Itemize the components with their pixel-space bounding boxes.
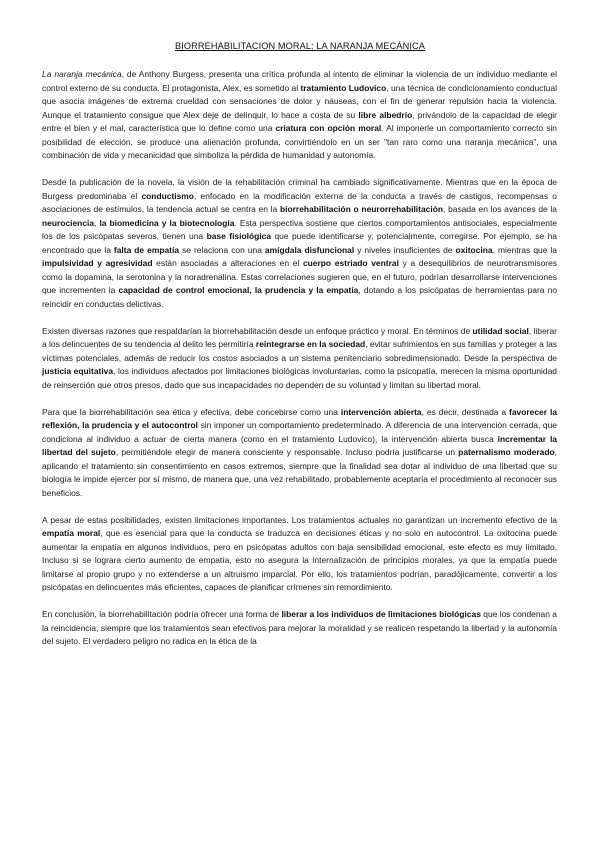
bold-term: conductismo bbox=[141, 190, 194, 201]
text-run: , dotando a los psicópatas de herramientas para no reincidir en conductas delictivas. bbox=[42, 285, 558, 309]
bold-term: neurociencia bbox=[42, 217, 95, 228]
text-run: , que es esencial para que la conducta se traduzca en decisiones éticas y no solo en autocontrol. La oxitocina puede aumentar la empatía en algunos individuos, pero en psicópatas adultos con baja sensibilidad emocional, este efecto es muy limitado. Incluso si se lograra cierto aumento de empatía, esto no asegura la internalización de principios morales, ya que la empatía puede limitarse al propio grupo y no extenderse a un altruismo imparcial. Por ello, los tratamientos podrían, paradójicamente, convertir a los psicópatas en delincuentes más eficientes, capaces de planificar crímenes sin remordimiento. bbox=[42, 528, 557, 592]
paragraph-4 bbox=[42, 406, 557, 501]
bold-term: biorrehabilitación o neurorrehabilitación bbox=[280, 204, 443, 214]
text-run: se relaciona con una bbox=[179, 244, 265, 255]
text-run: que puede identificarse y, potencialmente, corregirse. Por ejemplo, se ha encontrado que la bbox=[42, 231, 557, 255]
text-run: A pesar de estas posibilidades, existen limitaciones importantes. Los tratamientos actuales no garantizan un incremento efectivo de la bbox=[42, 514, 557, 525]
paragraph-1 bbox=[42, 68, 557, 163]
text-run: que los condenan a la reincidencia, siempre que los tratamientos sean efectivos para mejorar la moralidad y se realicen respetando la libertad y la autonomía del sujeto. El verdadero peligro no radica en la ética de la bbox=[42, 609, 557, 646]
bold-term: intervención abierta bbox=[340, 406, 422, 417]
text-run: , enfocado en la modificación externa de la conducta a través de castigos, recompensas o asociaciones de estímulos, la tendencia actual se centra en la bbox=[42, 190, 557, 214]
text-run: En conclusión, la biorrehabilitación podría ofrecer una forma de bbox=[42, 609, 282, 619]
bold-term: empatía moral bbox=[42, 528, 101, 538]
bold-term: oxitocina bbox=[455, 244, 493, 255]
bold-term: incrementar la libertad del sujeto bbox=[42, 433, 557, 457]
bold-term: favorecer la reflexión, la prudencia y el autocontrol bbox=[42, 406, 557, 430]
bold-term: utilidad social bbox=[472, 325, 529, 336]
text-run: Existen diversas razones que respaldarían la biorrehabilitación desde un enfoque práctico y moral. En términos de bbox=[42, 325, 473, 336]
text-run: , privándolo de la capacidad de elegir entre el bien y el mal, característica que lo define como una bbox=[42, 109, 557, 133]
text-run: . Esta perspectiva sostiene que ciertos comportamientos antisociales, especialmente los de los psicópatas severos, tienen una bbox=[42, 217, 557, 241]
document-body bbox=[42, 68, 557, 662]
bold-term: la biomedicina y la biotecnología bbox=[99, 217, 235, 228]
text-run: , una técnica de condicionamiento conductual que asocia imágenes de extrema crueldad con sensaciones de dolor y náuseas, con el fin de generar repulsión hacia la violencia. Aunque el tratamiento consigue que Alex deje de delinquir, lo hace a costa de su bbox=[42, 82, 557, 120]
bold-term: falta de empatía bbox=[113, 244, 180, 255]
bold-term: libre albedrío bbox=[358, 109, 413, 120]
paragraph-6 bbox=[42, 608, 557, 649]
text-run: , es decir, destinada a bbox=[421, 406, 510, 417]
text-run: y a desequilibrios de neurotransmisores como la dopamina, la serotonina y la noradrenalina. Estas correlaciones sugieren que, en el futuro, podrían desarrollarse intervenciones que incrementen la bbox=[42, 258, 558, 295]
text-run: , permitiéndole elegir de manera consciente y responsable. Incluso podría justificarse un bbox=[115, 447, 459, 457]
bold-term: capacidad de control emocional, la prudencia y la empatía bbox=[118, 285, 359, 295]
paragraph-3 bbox=[42, 325, 557, 393]
bold-term: impulsividad y agresividad bbox=[42, 258, 153, 268]
text-run: Para que la biorrehabilitación sea ética y efectiva, debe concebirse como una bbox=[42, 406, 341, 417]
text-run: , bbox=[94, 217, 100, 228]
bold-term: tratamiento Ludovico bbox=[300, 82, 387, 93]
document-title: BIORREHABILITACION MORAL: LA NARANJA MECÁNICA bbox=[175, 41, 425, 51]
text-run: Desde la publicación de la novela, la visión de la rehabilitación criminal ha cambiado significativamente. Mientras que en la época de Burgess predominaba el bbox=[42, 177, 557, 201]
text-run: , de Anthony Burgess, presenta una crítica profunda al intento de eliminar la violencia de un individuo mediante el control externo de su conducta. El protagonista, Alex, es sometido al bbox=[42, 69, 557, 93]
text-run: , basada en los avances de la bbox=[443, 204, 558, 214]
text-run: , liberar a los delincuentes de su tendencia al delito les permitiría bbox=[42, 325, 557, 349]
text-run: , aplicando el tratamiento sin consentimiento en casos extremos, siempre que la finalidad sea dotar al individuo de una libertad que su biología le impide ejercer por sí mismo, de manera que, una vez rehabilitado, probablemente aceptaría el procedimiento al reconocer sus beneficios. bbox=[42, 447, 557, 498]
text-run: están asociadas a alteraciones en el bbox=[152, 258, 303, 268]
paragraph-2 bbox=[42, 176, 557, 311]
bold-term: reintegrarse en la sociedad bbox=[255, 339, 366, 349]
bold-term: cuerpo estriado ventral bbox=[302, 258, 399, 268]
text-run: y niveles insuficientes de bbox=[354, 244, 456, 255]
bold-term: justicia equitativa bbox=[42, 366, 114, 376]
text-run: . Al imponerle un comportamiento correcto sin posibilidad de elección, se produce una alienación profunda, convirtiéndolo en un ser "tan raro como una naranja mecánica", una combinación de vida y mecanicidad que simboliza la pérdida de humanidad y autonomía. bbox=[42, 123, 557, 160]
paragraph-5 bbox=[42, 514, 557, 595]
bold-term: paternalismo moderado bbox=[458, 447, 555, 457]
text-run: , mientras que la bbox=[492, 244, 557, 255]
bold-term: amígdala disfuncional bbox=[264, 244, 355, 255]
italic-title: La naranja mecánica bbox=[42, 69, 122, 79]
text-run: , los individuos afectados por limitaciones biológicas involuntarias, como la psicopatía, merecen la misma oportunidad de reinserción que otros presos, dado que sus incapacidades no dependen de su voluntad y limitan su libertad moral. bbox=[42, 366, 557, 390]
text-run: , evitar sufrimientos en sus familias y proteger a las víctimas potenciales, además de reducir los costos asociados a un sistema penitenciario sobredimensionado. Desde la perspectiva de bbox=[42, 339, 558, 363]
bold-term: criatura con opción moral bbox=[275, 123, 382, 133]
bold-term: base fisiológica bbox=[206, 231, 272, 241]
text-run: sin imponer un comportamiento predeterminado. A diferencia de una intervención cerrada, que condiciona al individuo a actuar de cierta manera (como en el tratamiento Ludovico), la intervención abierta busca bbox=[42, 420, 557, 444]
bold-term: liberar a los individuos de limitaciones biológicas bbox=[281, 609, 481, 619]
